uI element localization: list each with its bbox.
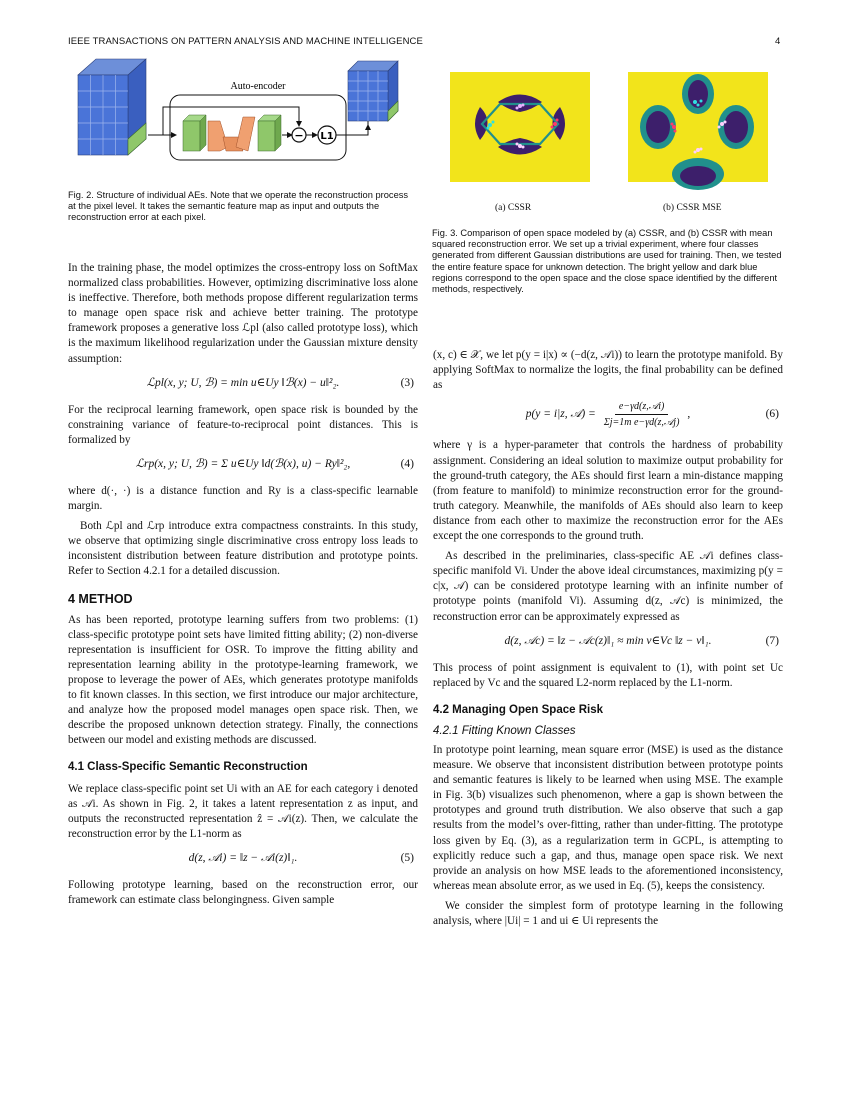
equation-body: d(z, 𝒜i) = ‖z − 𝒜i(z)‖₁. [188,852,298,865]
figure-3 [440,62,785,202]
bottleneck-layers [208,117,255,151]
paragraph: As has been reported, prototype learning suffers from two problems: (1) class-specific prototype point sets have limited fitting ability; (2) non-diverse representation is insufficient for OSR. To improve the fitting ability and representation learning ability in the prototype-learning framework, we propose to leverage the power of AEs, which generates prototype manifolds to fit known classes. In this section, we first introduce our major architecture, and analyze how the proposed model manages open space risk. Then, we describe the proposed unknown detection strategy. Finally, the connections between our model and existing methods are discussed. [68,613,418,747]
paragraph: (x, c) ∈ 𝒳, we let p(y = i|x) ∝ (−d(z, 𝒜i)) to learn the prototype manifold. By applying SoftMax to normalize the logits, the final probability can be defined as [433,349,783,392]
equation-body: ℒrp(x, y; U, ℬ) = Σ u∈Uy ‖d(ℬ(x), u) − Ry‖²₂, [135,458,351,471]
equation-lhs: p(y = i|z, 𝒜) = [525,408,596,421]
subsubsection-heading: 4.2.1 Fitting Known Classes [433,724,576,737]
fraction-denominator: Σj=1m e−γd(z,𝒜j) [603,417,680,429]
figure-3a-subcaption: (a) CSSR [495,203,532,213]
figure-2-caption: Fig. 2. Structure of individual AEs. Note that we operate the reconstruction process at the pixel level. It takes the semantic feature map as input and outputs the reconstruction error at each pixel. [68,190,409,223]
paragraph: Both ℒpl and ℒrp introduce extra compactness constraints. In this study, we observe that optimizing single discriminative cross entropy loss leads to inconsistent distribution between feature distribution and prototype points. Refer to Section 4.2.1 for a detailed discussion. [68,520,418,578]
figure-2 [68,55,418,180]
equation-4 [68,454,418,476]
paragraph: We replace class-specific point set Ui with an AE for each category i denoted as 𝒜i. As shown in Fig. 2, it takes a latent representation z as input, and outputs the reconstructed representation ẑ = 𝒜i(z). Then, we calculate the reconstruction error by the L1-norm as [68,782,418,840]
paragraph: where d(·, ·) is a distance function and Ry is a class-specific learnable margin. [68,484,418,513]
figure-3-panel-a [440,62,600,192]
input-feature-cube [78,59,146,155]
equation-5 [68,848,418,870]
autoencoder-diagram [68,55,418,180]
paragraph: This process of point assignment is equivalent to (1), with point set Uc replaced by Vc and the squared L2-norm replaced by the L1-norm. [433,661,783,689]
output-error-cube [348,61,398,121]
paragraph: As described in the preliminaries, class-specific AE 𝒜i defines class-specific manifold Vi. Under the above ideal circumstances, maximizing p(y = c|x, 𝒜) can be considered prototype learning with an infinite number of prototype points (manifold Vi). Assuming d(z, 𝒜c) is minimized, the reconstruction error can be approximately expressed as [433,550,783,623]
l1-symbol: L1 [320,131,334,142]
page-number: 4 [775,36,781,47]
fraction-numerator: e−γd(z,𝒜i) [615,399,668,415]
equation-6 [433,399,783,430]
equation-tail: , [687,408,691,421]
subtract-symbol: − [294,129,304,142]
equation-number: (4) [400,458,414,471]
figure-3-panel-b [618,62,778,192]
left-column [68,261,418,913]
equation-body: d(z, 𝒜c) = ‖z − 𝒜c(z)‖₁ ≈ min v∈Vc ‖z − v‖₁. [504,635,712,648]
subsection-heading: 4.2 Managing Open Space Risk [433,703,603,716]
figure-3-caption: Fig. 3. Comparison of open space modeled by (a) CSSR, and (b) CSSR with mean squared reconstruction error. We set up a trivial experiment, where four classes generated from different Gaussian distributions are used for training. Then, we tested the entire feature space for unknown detection. The bright yellow and dark blue regions correspond to the open space and the close space identified by the different methods, respectively. [432,228,782,295]
paragraph: For the reciprocal learning framework, open space risk is bounded by the constraining variance of feature-to-reciprocal point distances. This is formalized by [68,403,418,446]
equation-7 [433,631,783,653]
equation-fraction [600,399,684,430]
section-heading: 4 METHOD [68,591,133,606]
paragraph: In prototype point learning, mean square error (MSE) is used as the distance measure. We observe that inconsistent distribution between prototype points and semantic features is likely to be learned when using MSE. The example in Fig. 3(b) visualizes such phenomenon, where a gap is shown between the prototypes and ground truth distribution. We also observe that such a gap results from the model’s over-fitting, rather than under-fitting. The prototype loss given by Eq. (3), as a regularization term in GCPL, is attempting to explicitly reduce such a gap, and thus, manage open space risk. We next provide an analysis on how MSE leads to the aforementioned inconsistency, whereas mean absolute error, as we used in Eq. (5), keeps the consistency. [433,743,783,892]
paragraph: In the training phase, the model optimizes the cross-entropy loss on SoftMax normalized class probabilities. However, optimizing discriminative loss alone is ineffective. Therefore, both methods propose different regularization terms to manage open space risk and achieve better training. The prototype framework proposes a generative loss ℒpl (also called prototype loss), which is the maximum likelihood regularization under the Gaussian mixture density assumption: [68,262,418,365]
subsection-heading: 4.1 Class-Specific Semantic Reconstruction [68,761,308,774]
right-column [433,348,783,934]
equation-number: (6) [765,408,779,421]
running-header: IEEE TRANSACTIONS ON PATTERN ANALYSIS AND MACHINE INTELLIGENCE [68,36,423,47]
equation-number: (3) [400,377,414,390]
equation-number: (5) [400,852,414,865]
autoencoder-label: Auto-encoder [230,81,286,92]
figure-3b-subcaption: (b) CSSR MSE [663,203,722,213]
decoder-column [258,115,281,151]
equation-body: ℒpl(x, y; U, ℬ) = min u∈Uy ‖ℬ(x) − u‖²₂. [146,377,340,390]
equation-number: (7) [765,635,779,648]
equation-3 [68,373,418,395]
paragraph: where γ is a hyper-parameter that controls the hardness of probability assignment. Considering an ideal solution to maximize output probability for the ground-truth category, the AEs should first learn a min-distance mapping (from feature to manifold) to minimize reconstruction error for the ground-truth category. Meanwhile, the manifolds of AEs should also learn to keep distance from each other to maximize the reconstruction error for the AEs except the one corresponds to the ground truth. [433,439,783,543]
paragraph: We consider the simplest form of prototype learning in the following analysis, where |Ui| = 1 and ui ∈ Ui represents the [433,899,783,927]
encoder-column [183,115,206,151]
paragraph: Following prototype learning, based on the reconstruction error, our framework can estimate class belongingness. Given sample [68,878,418,906]
